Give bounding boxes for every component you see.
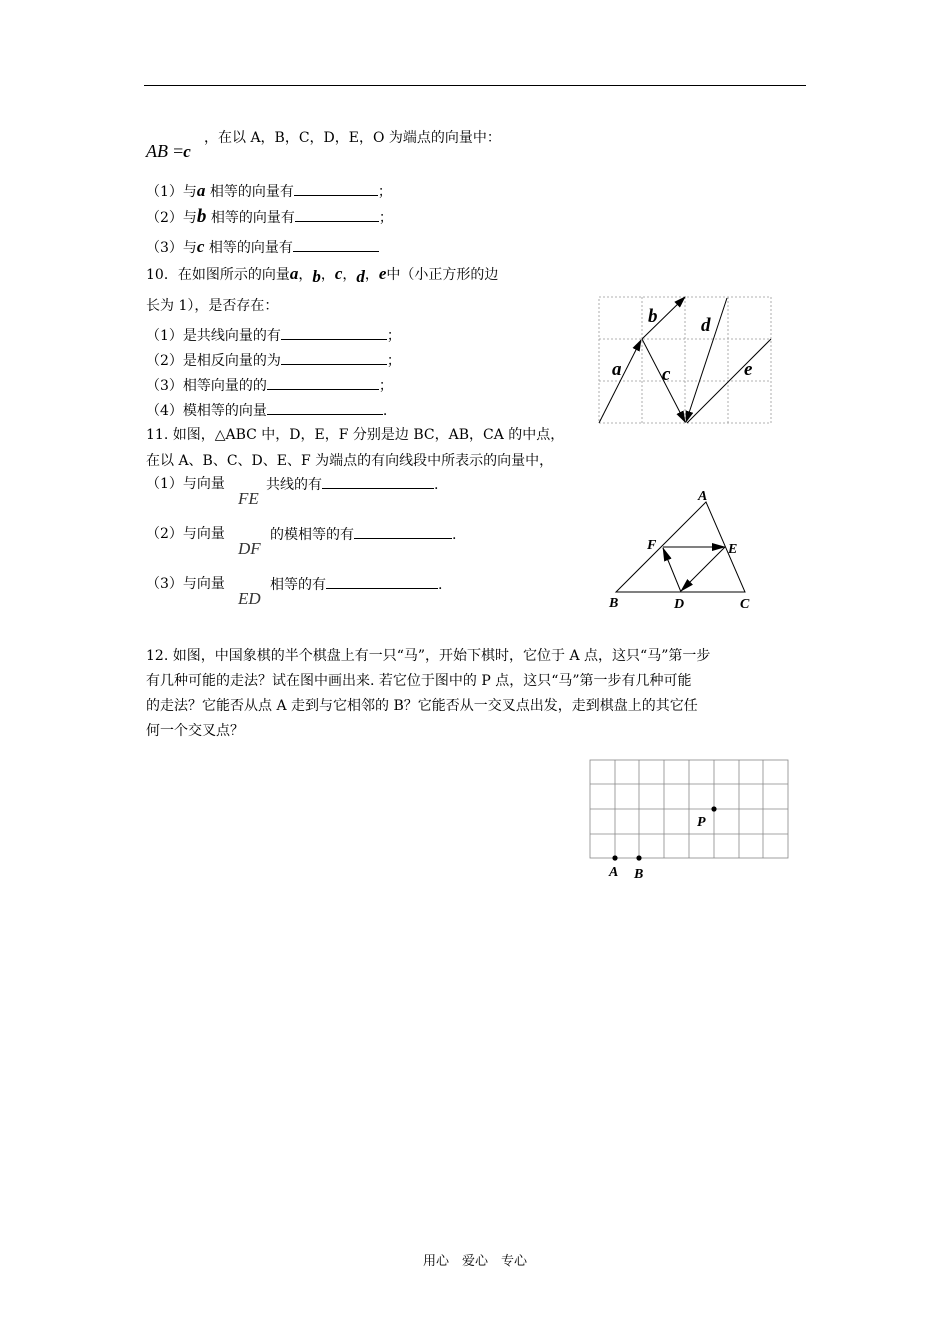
point-b: [636, 855, 641, 860]
answer-blank[interactable]: [295, 207, 379, 222]
answer-blank[interactable]: [267, 375, 379, 390]
q11-item-2-rest: 的模相等的有 .: [270, 524, 456, 545]
segment-df: [663, 548, 681, 592]
q9-item-2: （2）与b 相等的向量有 ；: [146, 206, 393, 227]
label-b: b: [648, 306, 658, 327]
q11-item-3: （3）与向量: [146, 576, 225, 592]
segment-ed: [681, 547, 725, 591]
q11-line-2: 在以 A、B、C、D、E、F 为端点的有向线段中所表示的向量中，: [146, 453, 554, 469]
q9-eq-rhs: c: [183, 142, 191, 161]
label-A: A: [698, 489, 708, 504]
label-e: e: [744, 359, 753, 380]
answer-blank[interactable]: [281, 350, 387, 365]
q9-eq-op: =: [173, 141, 184, 161]
q11-vec-df: DF: [238, 539, 261, 558]
q11-vec-ed: ED: [238, 589, 261, 608]
q11-line-1: 11. 如图，△ABC 中，D，E，F 分别是边 BC，AB，CA 的中点，: [146, 427, 565, 443]
q9-equation: [146, 141, 191, 162]
answer-blank[interactable]: [293, 237, 379, 252]
q9-eq-lhs: AB: [146, 141, 168, 161]
q12-line-3: 的走法？它能否从点 A 走到与它相邻的 B？它能否从一交叉点出发，走到棋盘上的其它任: [146, 698, 698, 714]
label-P: P: [697, 815, 706, 830]
q12-chessboard-figure: [584, 754, 794, 884]
point-p: [711, 806, 716, 811]
q10-line-2: 长为 1），是否存在：: [146, 298, 279, 314]
q11-triangle-figure: [600, 482, 760, 614]
vector-a: [599, 340, 641, 423]
q10-line-1: 10．在如图所示的向量a，b，c，d，e中（小正方形的边: [146, 264, 499, 286]
label-B: B: [609, 596, 619, 611]
board-grid: [590, 760, 788, 858]
label-B: B: [634, 867, 644, 882]
q9-item-1: （1）与a 相等的向量有 ；: [146, 181, 392, 200]
q10-vector-grid-figure: [590, 288, 780, 430]
q11-vec-fe: FE: [238, 489, 259, 508]
q12-line-1: 12. 如图，中国象棋的半个棋盘上有一只“马”，开始下棋时，它位于 A 点，这只“马”第一步: [146, 648, 711, 664]
q11-item-2: （2）与向量: [146, 526, 225, 542]
answer-blank[interactable]: [294, 181, 378, 196]
answer-blank[interactable]: [322, 474, 434, 489]
answer-blank[interactable]: [267, 400, 383, 415]
q12-line-2: 有几种可能的走法？试在图中画出来. 若它位于图中的 P 点，这只“马”第一步有几种可能: [146, 673, 692, 689]
q12-line-4: 何一个交叉点？: [146, 723, 244, 739]
q9-lead: ，在以 A，B，C，D，E，O 为端点的向量中：: [204, 130, 501, 146]
q9-item-3: （3）与c 相等的向量有: [146, 237, 379, 258]
header-rule: [144, 85, 806, 86]
q10-item-3: （3）相等向量的的 ；: [146, 375, 393, 396]
label-a: a: [612, 359, 622, 380]
answer-blank[interactable]: [281, 325, 387, 340]
label-D: D: [674, 597, 685, 612]
label-F: F: [647, 538, 657, 553]
q10-item-4: （4）模相等的向量 .: [146, 400, 387, 421]
point-a: [612, 855, 617, 860]
label-C: C: [740, 597, 750, 612]
q11-item-1-rest: 共线的有 .: [266, 474, 438, 495]
q10-item-1: （1）是共线向量的有 ；: [146, 325, 401, 346]
page-footer: 用心 爱心 专心: [422, 1254, 527, 1269]
label-c: c: [662, 364, 671, 385]
label-d: d: [701, 315, 711, 336]
q11-item-3-rest: 相等的有 .: [270, 574, 442, 595]
answer-blank[interactable]: [354, 524, 452, 539]
label-A: A: [609, 865, 619, 880]
label-E: E: [728, 542, 738, 557]
answer-blank[interactable]: [326, 574, 438, 589]
q11-item-1: （1）与向量: [146, 476, 225, 492]
q10-item-2: （2）是相反向量的为 ；: [146, 350, 401, 371]
